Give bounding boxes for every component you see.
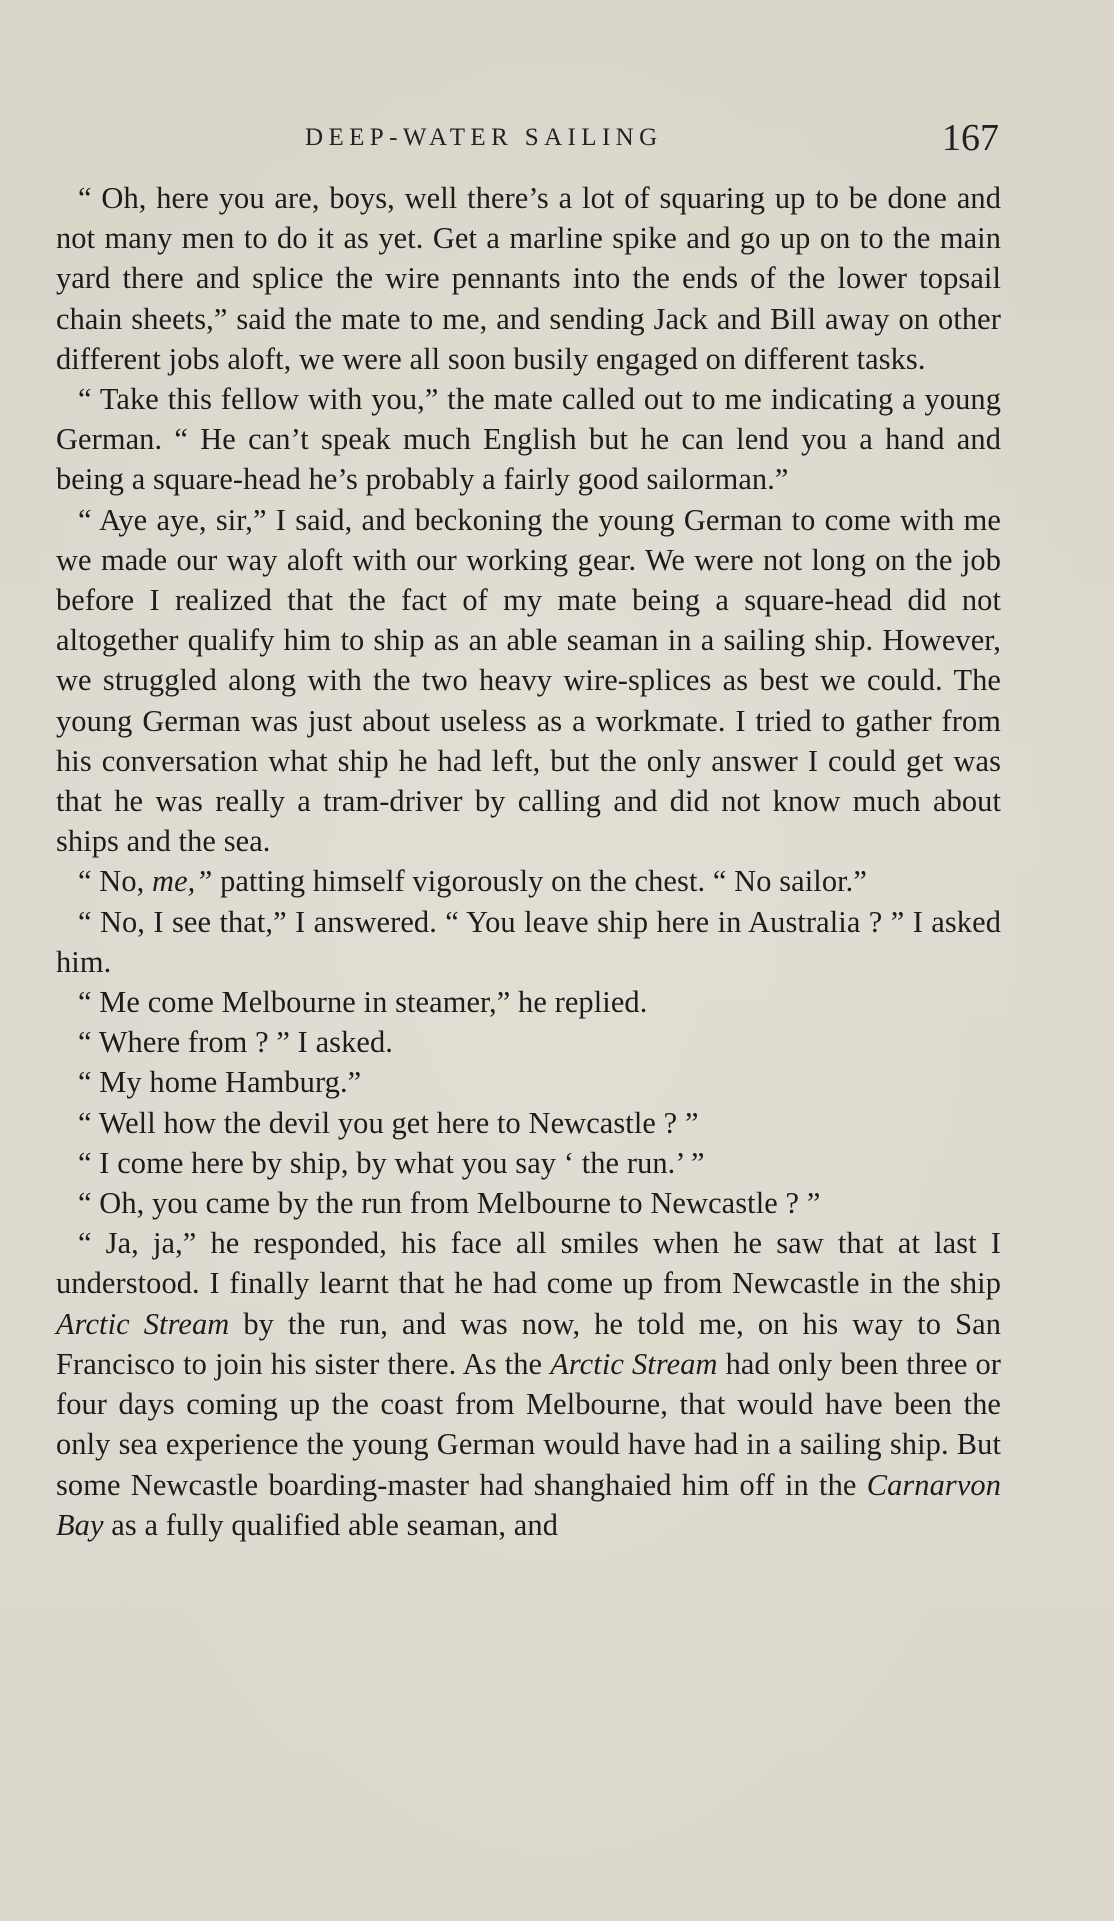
page-number: 167	[942, 117, 999, 159]
text-segment: by the run, and was now, he told me, on his way to San Francisco to join his sister there. As the	[56, 1306, 1001, 1381]
text-segment: “ Well how the devil you get here to Newcastle ? ”	[78, 1105, 699, 1140]
paragraph-11	[56, 1183, 1001, 1223]
text-segment: “ Aye aye, sir,” I said, and beckoning the young German to come with me we made our way aloft with our working gear. We were not long on the job before I realized that the fact of my mate being a square-head did not altogether qualify him to ship as an able seaman in a sailing ship. However, we struggled along with the two heavy wire-splices as best we could. The young German was just about useless as a workmate. I tried to gather from his conversation what ship he had left, but the only answer I could get was that he was really a tram-driver by calling and did not know much about ships and the sea.	[56, 502, 1001, 859]
text-segment: “ Me come Melbourne in steamer,” he replied.	[78, 985, 648, 1020]
italic-segment: Carnarvon Bay	[56, 1467, 1001, 1542]
italic-segment: Arctic Stream	[56, 1306, 230, 1341]
text-segment: “ Oh, here you are, boys, well there’s a lot of squaring up to be done and not many men to do it as yet. Get a marline spike and go up on to the main yard there and splice the wire pennants into the ends of the lower topsail chain sheets,” said the mate to me, and sending Jack and Bill away on other different jobs aloft, we were all soon busily engaged on different tasks.	[56, 181, 1001, 376]
text-segment: “ Where from ? ” I asked.	[78, 1025, 393, 1060]
running-head	[0, 118, 1114, 158]
paragraph-5	[56, 902, 1001, 982]
running-title: DEEP-WATER SAILING	[305, 124, 663, 151]
paragraph-4	[56, 861, 1001, 901]
paragraph-6	[56, 982, 1001, 1022]
text-segment: had only been three or four days coming up the coast from Melbourne, that would have been the only sea experience the young German would have had in a sailing ship. But some Newcastle boarding-master had shanghaied him off in the	[56, 1346, 1001, 1502]
paragraph-12	[56, 1223, 1001, 1545]
text-segment: as a fully qualified able seaman, and	[103, 1507, 558, 1542]
paragraph-9	[56, 1103, 1001, 1143]
paragraph-2	[56, 379, 1001, 500]
text-segment: “ No, I see that,” I answered. “ You leave ship here in Australia ? ” I asked him.	[56, 904, 1001, 979]
paragraph-3	[56, 500, 1001, 862]
paragraph-10	[56, 1143, 1001, 1183]
text-segment: “ No,	[78, 864, 153, 899]
body-text	[56, 178, 1001, 1545]
paragraph-8	[56, 1062, 1001, 1102]
text-segment: “ Take this fellow with you,” the mate called out to me indicating a young German. “ He can’t speak much English but he can lend you a hand and being a square-head he’s probably a fairly good sailorman.”	[56, 382, 1001, 497]
text-segment: “ I come here by ship, by what you say ‘ the run.’ ”	[78, 1145, 705, 1180]
text-segment: “ Oh, you came by the run from Melbourne to Newcastle ? ”	[78, 1186, 821, 1221]
text-segment: “ My home Hamburg.”	[78, 1065, 362, 1100]
italic-segment: me,”	[152, 864, 213, 899]
text-segment: “ Ja, ja,” he responded, his face all smiles when he saw that at last I understood. I finally learnt that he had come up from Newcastle in the ship	[56, 1226, 1001, 1301]
text-segment: patting himself vigorously on the chest. “ No sailor.”	[212, 864, 867, 899]
italic-segment: Arctic Stream	[550, 1346, 718, 1381]
paragraph-1	[56, 178, 1001, 379]
paragraph-7	[56, 1022, 1001, 1062]
